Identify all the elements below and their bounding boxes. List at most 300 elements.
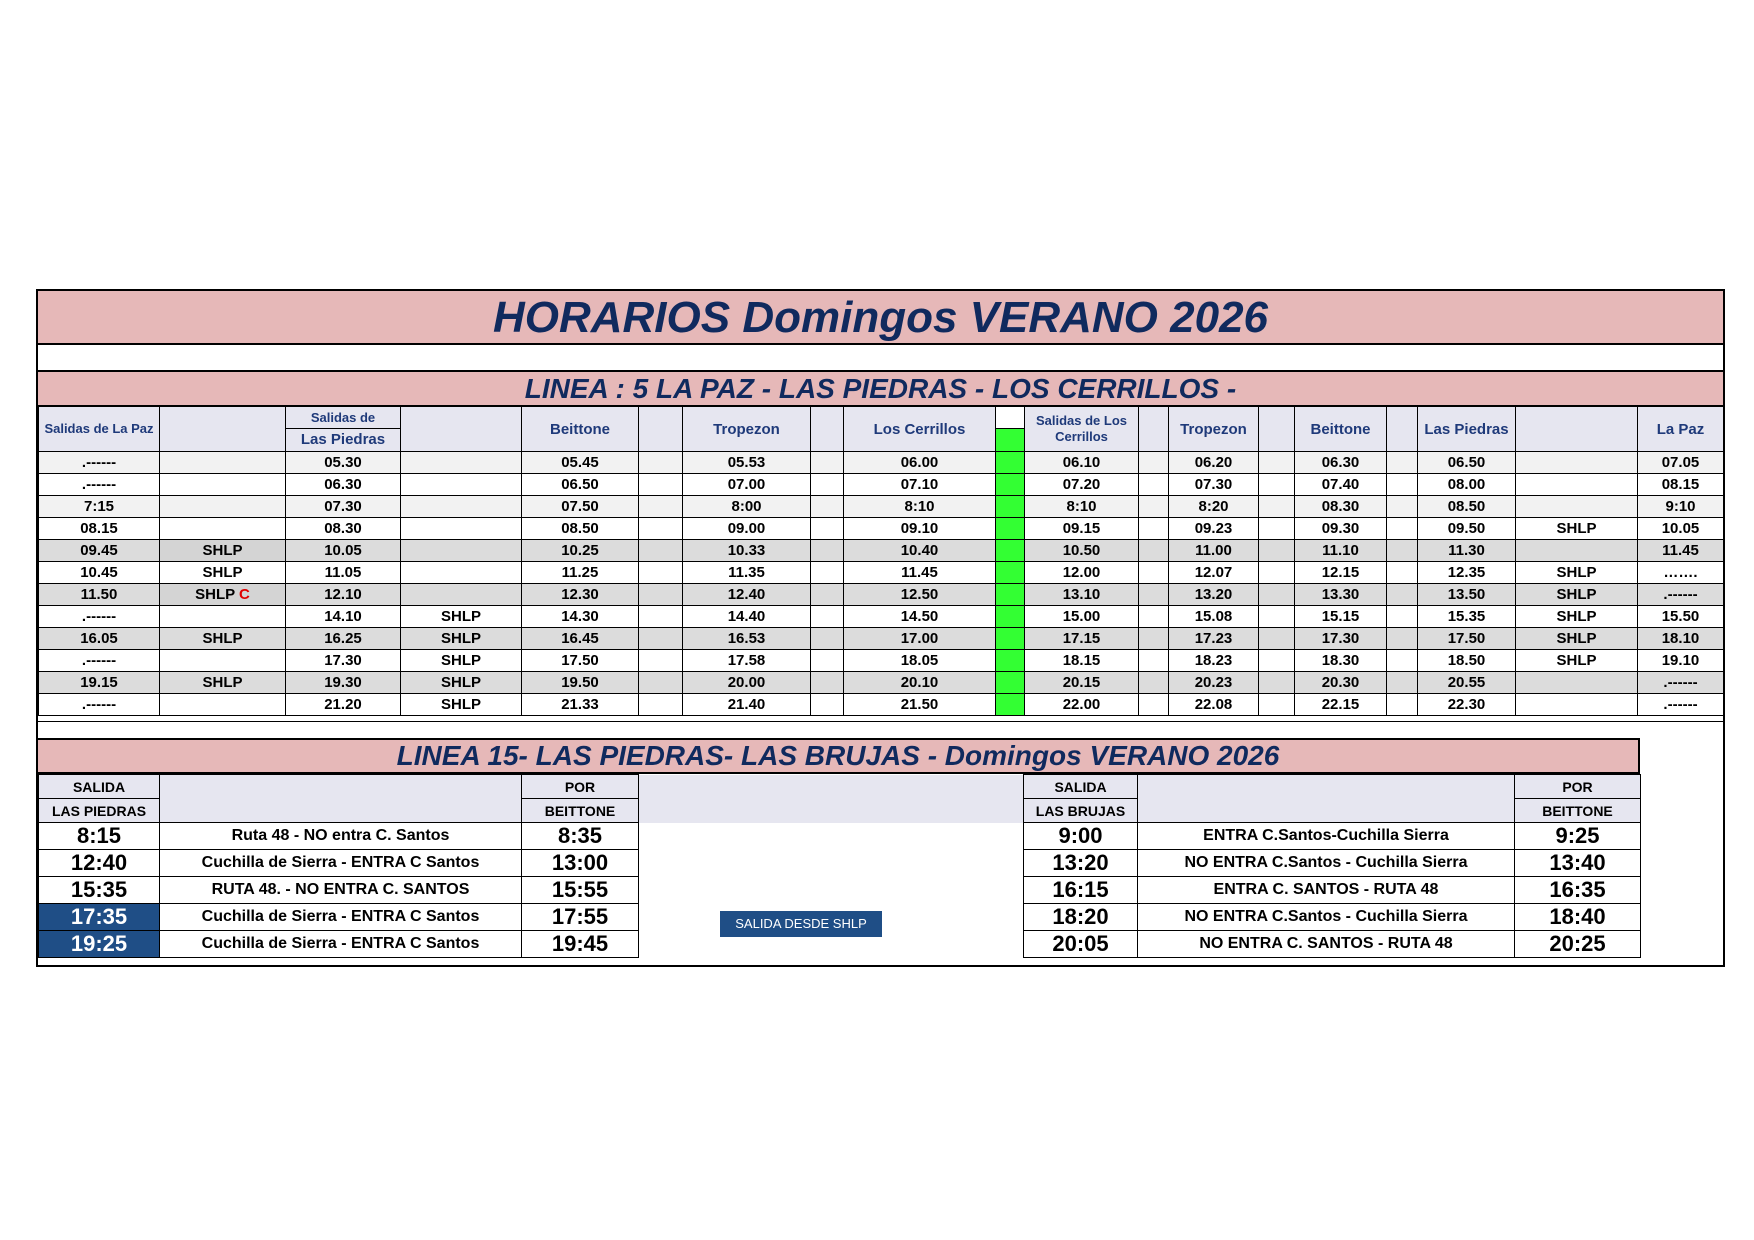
line5-time: 17.23 <box>1194 630 1233 647</box>
line5-cell <box>683 694 811 716</box>
line5-time: 12.30 <box>561 586 599 603</box>
line5-cell <box>160 496 286 518</box>
beittone-time: 8:35 <box>522 823 639 850</box>
green-marker-cell <box>996 518 1025 540</box>
line5-time: .------ <box>1663 696 1698 713</box>
line5-time: 20.00 <box>727 674 766 691</box>
line5-time: 06.20 <box>1194 454 1233 471</box>
return-beittone-time: 20:25 <box>1515 931 1641 958</box>
header-middle-blank <box>639 775 1024 823</box>
line5-time: 9:10 <box>1665 498 1696 515</box>
line5-cell <box>1025 562 1139 584</box>
line5-time: 14.50 <box>900 608 939 625</box>
line5-cell <box>1169 496 1259 518</box>
line5-cell <box>811 584 844 606</box>
line5-cell <box>1139 562 1169 584</box>
line5-time: 08.30 <box>324 520 362 537</box>
line5-cell <box>522 694 639 716</box>
line5-cell <box>811 628 844 650</box>
line5-cell <box>401 650 522 672</box>
line5-time: 08.15 <box>80 520 118 537</box>
line5-time: 05.30 <box>324 454 362 471</box>
line5-cell <box>811 650 844 672</box>
line5-cell <box>1295 540 1387 562</box>
line5-cell <box>1638 474 1724 496</box>
line5-cell <box>1295 496 1387 518</box>
line5-cell <box>1169 650 1259 672</box>
line5-time: 11.00 <box>1195 542 1232 559</box>
return-beittone-time: 9:25 <box>1515 823 1641 850</box>
line5-cell <box>811 496 844 518</box>
line5-cell <box>811 694 844 716</box>
header-tropezon-return: Tropezon <box>1169 407 1259 452</box>
line5-cell <box>811 562 844 584</box>
line5-cell <box>683 518 811 540</box>
line5-time: 06.30 <box>324 476 362 493</box>
line5-cell <box>1418 628 1516 650</box>
line5-cell <box>1387 452 1418 474</box>
line5-cell <box>1638 672 1724 694</box>
departure-time: 19:25 <box>39 931 160 958</box>
line5-time: 11.25 <box>561 564 599 581</box>
line5-cell <box>1516 606 1638 628</box>
line5-cell <box>1387 562 1418 584</box>
line5-time: 8:20 <box>1198 498 1229 515</box>
return-beittone-time: 16:35 <box>1515 877 1641 904</box>
line5-header-row <box>39 407 1724 452</box>
header-las-piedras-return: Las Piedras <box>1418 407 1516 452</box>
line5-cell <box>811 518 844 540</box>
line5-time: 11.05 <box>324 564 362 581</box>
line5-cell <box>401 540 522 562</box>
line5-cell <box>160 672 286 694</box>
header-blank <box>1516 407 1638 452</box>
line5-cell <box>1025 672 1139 694</box>
line5-time: 09.50 <box>1447 520 1486 537</box>
line5-time: 22.15 <box>1321 696 1360 713</box>
line5-time: 17.00 <box>900 630 939 647</box>
line5-cell <box>1638 540 1724 562</box>
line5-cell <box>639 606 683 628</box>
c-marker: C <box>239 586 250 603</box>
middle-gap <box>639 823 1024 958</box>
line5-cell <box>1259 650 1295 672</box>
line5-time: 10.33 <box>727 542 766 559</box>
line5-time: SHLP <box>1556 564 1597 581</box>
line5-cell <box>1025 606 1139 628</box>
header-salida: SALIDA <box>39 775 160 799</box>
line5-cell <box>39 650 160 672</box>
line5-cell <box>1139 694 1169 716</box>
line5-time: 12.10 <box>324 586 362 603</box>
line5-time: SHLP <box>440 674 481 691</box>
line5-cell <box>1295 452 1387 474</box>
line5-cell <box>39 452 160 474</box>
header-beittone: BEITTONE <box>522 799 639 823</box>
line5-cell <box>522 474 639 496</box>
line5-cell <box>39 562 160 584</box>
line5-row <box>39 694 1724 716</box>
return-beittone-time: 18:40 <box>1515 904 1641 931</box>
line5-cell <box>1638 584 1724 606</box>
green-marker-cell <box>996 452 1025 474</box>
line5-cell <box>1387 650 1418 672</box>
line5-cell <box>639 540 683 562</box>
line5-cell <box>1139 496 1169 518</box>
line5-cell <box>844 606 996 628</box>
header-route-return-blank <box>1138 775 1515 823</box>
header-blank <box>401 407 522 452</box>
line5-time: 09.23 <box>1194 520 1233 537</box>
line5-cell <box>844 474 996 496</box>
line5-time: 09.45 <box>80 542 118 559</box>
line5-time: 20.15 <box>1062 674 1101 691</box>
line5-row <box>39 496 1724 518</box>
line5-time: SHLP <box>440 696 481 713</box>
return-departure-time: 13:20 <box>1024 850 1138 877</box>
line5-cell <box>1259 584 1295 606</box>
line5-row <box>39 562 1724 584</box>
line5-cell <box>811 540 844 562</box>
line5-time: 18.05 <box>900 652 939 669</box>
line5-cell <box>1516 540 1638 562</box>
departure-time: 8:15 <box>39 823 160 850</box>
line5-time: 08.50 <box>1447 498 1486 515</box>
line5-cell <box>1418 540 1516 562</box>
header-green-marker <box>996 407 1025 452</box>
line5-cell <box>844 540 996 562</box>
green-marker-cell <box>996 540 1025 562</box>
line5-time: 07.05 <box>1661 454 1700 471</box>
line5-cell <box>1295 606 1387 628</box>
line5-time: 17.58 <box>727 652 766 669</box>
header-blank <box>160 407 286 452</box>
header-la-paz: La Paz <box>1638 407 1724 452</box>
line5-cell <box>1516 650 1638 672</box>
line5-cell <box>1638 562 1724 584</box>
line5-cell <box>1025 540 1139 562</box>
green-marker-cell <box>996 606 1025 628</box>
line5-row <box>39 628 1724 650</box>
route-description: Cuchilla de Sierra - ENTRA C Santos <box>160 850 522 877</box>
header-blank <box>1139 407 1169 452</box>
line5-time: 08.50 <box>561 520 599 537</box>
line5-row <box>39 518 1724 540</box>
line5-time: SHLP <box>195 586 235 603</box>
line5-time: 11.45 <box>1662 542 1699 559</box>
line5-cell <box>286 452 401 474</box>
line5-cell <box>639 650 683 672</box>
green-marker-cell <box>996 672 1025 694</box>
line5-row <box>39 540 1724 562</box>
line5-time: 11.45 <box>901 564 938 581</box>
line5-row <box>39 452 1724 474</box>
line5-cell <box>39 694 160 716</box>
line5-cell <box>683 584 811 606</box>
line5-time: SHLP <box>1556 630 1597 647</box>
line5-time: 16.05 <box>80 630 118 647</box>
line5-cell <box>683 606 811 628</box>
line5-cell <box>286 694 401 716</box>
line5-cell <box>1418 694 1516 716</box>
line5-cell <box>286 584 401 606</box>
line5-cell <box>1295 584 1387 606</box>
line5-time: 06.30 <box>1321 454 1360 471</box>
header-blank <box>1259 407 1295 452</box>
line5-cell <box>1418 672 1516 694</box>
line5-cell <box>1418 518 1516 540</box>
line5-time: SHLP <box>440 630 481 647</box>
header-salidas-la-paz: Salidas de La Paz <box>39 407 160 452</box>
line5-cell <box>639 496 683 518</box>
line5-time: 15.00 <box>1062 608 1101 625</box>
line5-cell <box>401 672 522 694</box>
salida-desde-shlp-note: SALIDA DESDE SHLP <box>720 911 882 937</box>
line5-cell <box>39 672 160 694</box>
line5-cell <box>1139 584 1169 606</box>
line5-cell <box>1259 562 1295 584</box>
beittone-time: 13:00 <box>522 850 639 877</box>
line5-cell <box>522 628 639 650</box>
line5-cell <box>39 628 160 650</box>
header-las-piedras: Las Piedras <box>300 431 386 448</box>
line5-time: 13.50 <box>1447 586 1486 603</box>
header-por: POR <box>522 775 639 799</box>
line5-cell <box>1387 694 1418 716</box>
line5-time: SHLP <box>202 564 243 581</box>
line5-cell <box>1638 518 1724 540</box>
header-beittone-return: Beittone <box>1295 407 1387 452</box>
line5-cell <box>1139 452 1169 474</box>
line5-cell <box>1259 496 1295 518</box>
line5-cell <box>1025 694 1139 716</box>
line5-row <box>39 606 1724 628</box>
line5-cell <box>1169 584 1259 606</box>
line5-time: 17.30 <box>1321 630 1360 647</box>
line5-cell <box>1295 562 1387 584</box>
line5-cell <box>286 518 401 540</box>
line5-time: 06.10 <box>1062 454 1101 471</box>
line5-cell <box>286 562 401 584</box>
line5-cell <box>401 562 522 584</box>
return-route-description: ENTRA C. SANTOS - RUTA 48 <box>1138 877 1515 904</box>
route-description: Cuchilla de Sierra - ENTRA C Santos <box>160 904 522 931</box>
line5-time: 20.23 <box>1194 674 1233 691</box>
line5-time: 17.50 <box>1447 630 1486 647</box>
line5-cell <box>286 628 401 650</box>
return-route-description: NO ENTRA C.Santos - Cuchilla Sierra <box>1138 850 1515 877</box>
line5-time: 12.07 <box>1194 564 1233 581</box>
line5-cell <box>522 606 639 628</box>
departure-time: 17:35 <box>39 904 160 931</box>
line5-cell <box>1025 452 1139 474</box>
line5-cell <box>1295 672 1387 694</box>
header-beittone-return: BEITTONE <box>1515 799 1641 823</box>
line5-cell <box>1387 672 1418 694</box>
line5-cell <box>1418 474 1516 496</box>
line5-cell <box>811 452 844 474</box>
line5-time: .------ <box>1663 674 1698 691</box>
line5-cell <box>401 452 522 474</box>
line5-cell <box>39 496 160 518</box>
return-route-description: ENTRA C.Santos-Cuchilla Sierra <box>1138 823 1515 850</box>
line5-cell <box>844 496 996 518</box>
return-departure-time: 18:20 <box>1024 904 1138 931</box>
line5-cell <box>1025 650 1139 672</box>
line5-cell <box>1259 606 1295 628</box>
route-description: RUTA 48. - NO ENTRA C. SANTOS <box>160 877 522 904</box>
line5-time: 14.30 <box>561 608 599 625</box>
line5-time: 12.35 <box>1447 564 1486 581</box>
line5-time: 13.20 <box>1194 586 1233 603</box>
line5-time: 10.05 <box>1661 520 1700 537</box>
line5-cell <box>286 672 401 694</box>
line5-cell <box>844 672 996 694</box>
line5-cell <box>160 474 286 496</box>
line5-time: SHLP <box>1556 652 1597 669</box>
line5-time: 11.30 <box>1448 542 1485 559</box>
line5-time: ……. <box>1663 564 1698 581</box>
line5-cell <box>1169 452 1259 474</box>
line5-cell <box>1387 628 1418 650</box>
line5-time: SHLP <box>440 608 481 625</box>
line5-time: 8:10 <box>1066 498 1097 515</box>
route-description: Cuchilla de Sierra - ENTRA C Santos <box>160 931 522 958</box>
line5-cell <box>522 672 639 694</box>
line5-cell <box>1516 694 1638 716</box>
line5-cell <box>639 518 683 540</box>
line5-time: 15.35 <box>1447 608 1486 625</box>
return-beittone-time: 13:40 <box>1515 850 1641 877</box>
line5-cell <box>811 474 844 496</box>
line5-cell <box>811 672 844 694</box>
line5-cell <box>1169 540 1259 562</box>
green-marker-cell <box>996 650 1025 672</box>
line5-cell <box>160 584 286 606</box>
line5-cell <box>1418 496 1516 518</box>
line5-time: 08.00 <box>1447 476 1486 493</box>
line5-time: 21.20 <box>324 696 362 713</box>
header-los-cerrillos: Los Cerrillos <box>844 407 996 452</box>
line5-cell <box>683 452 811 474</box>
line5-time: 12.15 <box>1321 564 1360 581</box>
line5-row <box>39 650 1724 672</box>
header-blank <box>811 407 844 452</box>
line5-cell <box>1516 672 1638 694</box>
line5-cell <box>1169 474 1259 496</box>
line5-time: .------ <box>81 476 117 493</box>
line5-time: 12.00 <box>1062 564 1101 581</box>
line5-time: 19.15 <box>80 674 118 691</box>
line5-time: 21.40 <box>727 696 766 713</box>
line5-cell <box>160 694 286 716</box>
line5-time: 18.50 <box>1447 652 1486 669</box>
line5-cell <box>1025 628 1139 650</box>
line5-cell <box>39 518 160 540</box>
line5-cell <box>401 584 522 606</box>
line5-cell <box>1638 694 1724 716</box>
line5-cell <box>160 606 286 628</box>
header-salidas-los-cerrillos: Salidas de Los Cerrillos <box>1025 407 1139 452</box>
line5-cell <box>683 562 811 584</box>
line5-cell <box>286 496 401 518</box>
line5-time: 10.40 <box>900 542 939 559</box>
line5-cell <box>1516 628 1638 650</box>
line5-time: SHLP <box>1556 586 1597 603</box>
line5-title: LINEA : 5 LA PAZ - LAS PIEDRAS - LOS CERRILLOS - <box>38 370 1723 406</box>
line5-cell <box>401 518 522 540</box>
line5-cell <box>1418 584 1516 606</box>
line5-time: SHLP <box>1556 520 1597 537</box>
line5-cell <box>39 606 160 628</box>
header-las-brujas: LAS BRUJAS <box>1024 799 1138 823</box>
green-marker-cell <box>996 562 1025 584</box>
line5-cell <box>1169 628 1259 650</box>
line5-time: 15.15 <box>1321 608 1360 625</box>
line5-cell <box>401 628 522 650</box>
line5-time: 16.25 <box>324 630 362 647</box>
line5-time: 07.20 <box>1062 476 1101 493</box>
spacer-row <box>38 721 1723 739</box>
line5-time: 06.00 <box>900 454 939 471</box>
line5-cell <box>1516 496 1638 518</box>
line5-time: .------ <box>1663 586 1698 603</box>
line5-cell <box>1295 694 1387 716</box>
line5-time: 10.25 <box>561 542 599 559</box>
line5-cell <box>1259 672 1295 694</box>
departure-time: 15:35 <box>39 877 160 904</box>
line5-cell <box>1025 496 1139 518</box>
line5-time: 19.10 <box>1661 652 1700 669</box>
line5-time: 07.10 <box>900 476 939 493</box>
line5-cell <box>1139 606 1169 628</box>
beittone-time: 15:55 <box>522 877 639 904</box>
line5-time: 8:10 <box>904 498 935 515</box>
line5-cell <box>1418 606 1516 628</box>
line5-cell <box>160 518 286 540</box>
schedule-sheet <box>36 289 1725 967</box>
line5-cell <box>39 584 160 606</box>
line5-cell <box>1516 474 1638 496</box>
line5-time: 14.10 <box>324 608 362 625</box>
line5-time: 19.30 <box>324 674 362 691</box>
line5-cell <box>844 518 996 540</box>
header-las-piedras: LAS PIEDRAS <box>39 799 160 823</box>
header-salida-return: SALIDA <box>1024 775 1138 799</box>
line5-time: 07.50 <box>561 498 599 515</box>
line5-time: 16.45 <box>561 630 599 647</box>
line5-row <box>39 474 1724 496</box>
green-marker-cell <box>996 694 1025 716</box>
line5-cell <box>639 562 683 584</box>
line5-cell <box>683 474 811 496</box>
line5-time: 8:00 <box>731 498 762 515</box>
line5-cell <box>401 606 522 628</box>
line5-cell <box>844 562 996 584</box>
line5-time: 13.10 <box>1062 586 1101 603</box>
line5-time: 14.40 <box>727 608 766 625</box>
line5-cell <box>286 474 401 496</box>
line5-cell <box>683 672 811 694</box>
green-marker-cell <box>996 584 1025 606</box>
line5-time: 08.15 <box>1661 476 1700 493</box>
line5-cell <box>639 452 683 474</box>
header-blank <box>639 407 683 452</box>
line5-time: 16.53 <box>727 630 766 647</box>
line5-time: 20.30 <box>1321 674 1360 691</box>
line5-time: 09.10 <box>900 520 939 537</box>
return-departure-time: 16:15 <box>1024 877 1138 904</box>
